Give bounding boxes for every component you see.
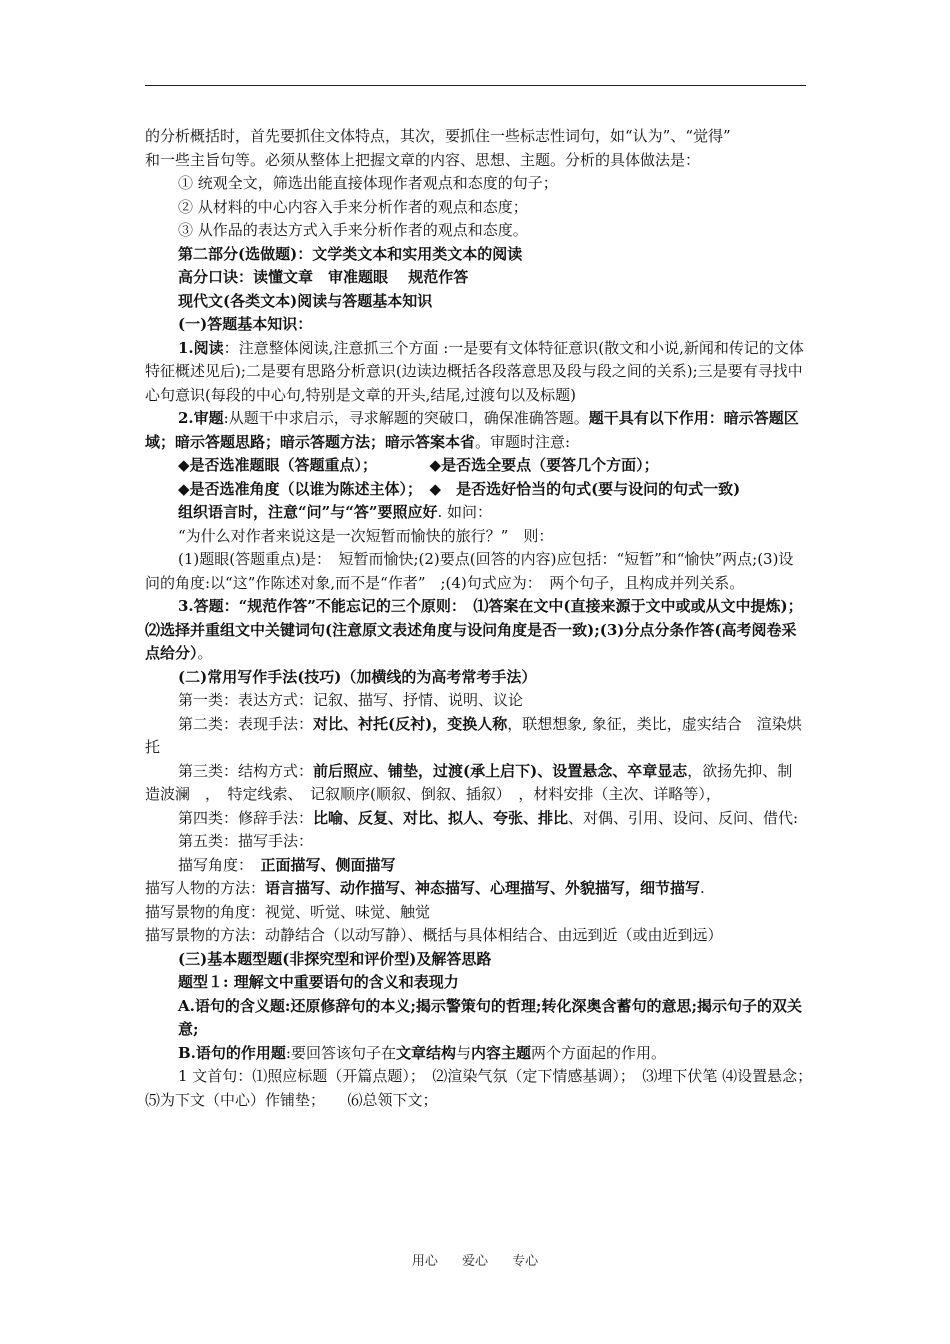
list-item: ③ 从作品的表达方式入手来分析作者的观点和态度。 (178, 221, 528, 239)
list-item: ① 统观全文，筛选出能直接体现作者观点和态度的句子； (178, 174, 558, 192)
paragraph-reading: 1.阅读：注意整体阅读,注意抓三个方面 :一是要有文体特征意识(散文和小说,新闻和传记的文体特征概述见后);二是要有思路分析意识(边读边概括各段落意思及段与段之间的关系);三是要有寻找中心句意识(每段的中心句,特别是文章的开头,结尾,过渡句以及标题) (145, 338, 804, 404)
question-line: “为什么对作者来说这是一次短暂而愉快的旅行？” 则： (178, 526, 554, 545)
category-line: 描写角度： 正面描写、侧面描写 (178, 855, 396, 874)
page-footer (0, 1250, 950, 1269)
category-line: 描写人物的方法：语言描写、动作描写、神态描写、心理描写、外貌描写，细节描写. (145, 879, 705, 897)
category-line: 描写景物的角度：视觉、听觉、味觉、触觉 (145, 902, 431, 921)
section-heading: 现代文(各类文本)阅读与答题基本知识 (178, 291, 433, 310)
section-heading: 高分口诀：读懂文章 审准题眼 规范作答 (178, 268, 469, 286)
bullet-line: ◆是否选准题眼（答题重点）； ◆是否选全要点（要答几个方面）； (178, 456, 659, 474)
section-heading: (二)常用写作手法(技巧)（加横线的为高考常考手法） (178, 667, 537, 686)
question-type-b: B.语句的作用题:要回答该句子在文章结构与内容主题两个方面起的作用。 (178, 1043, 667, 1062)
footer-text: 用心 (411, 1254, 438, 1269)
text-line: 的分析概括时，首先要抓住文体特点，其次，要抓住一些标志性词句，如“认为”、“觉得” (145, 127, 731, 145)
question-type-a: A.语句的含义题:还原修辞句的本义;揭示警策句的哲理;转化深奥含蓄句的意思;揭示句子的双关意; (178, 996, 803, 1038)
bullet-line: 组织语言时，注意“问”与“答”要照应好. 如问： (178, 503, 493, 521)
paragraph-answering: 3.答题：“规范作答”不能忘记的三个原则： ⑴答案在文中(直接来源于文中或或从文中提炼)； ⑵选择并重组文中关键词句(注意原文表述角度与设问角度是否一致);(3)分点分条作答(高考阅卷采点给分）。 (145, 597, 811, 662)
category-line: 第一类：表达方式：记叙、描写、抒情、说明、议论 (178, 691, 524, 709)
header-rule (145, 85, 806, 86)
footer-text: 爱心 (461, 1254, 488, 1269)
section-heading: 第二部分(选做题)：文学类文本和实用类文本的阅读 (178, 244, 523, 263)
answer-paragraph: (1)题眼(答题重点)是： 短暂而愉快;(2)要点(回答的内容)应包括：“短暂”和“愉快”两点;(3)设问的角度:以“这”作陈述对象,而不是“作者” ;(4)句式应为： 两个句子，且构成并列关系。 (145, 550, 794, 592)
text-line: 和一些主旨句等。必须从整体上把握文章的内容、思想、主题。分析的具体做法是： (145, 150, 701, 169)
section-heading: 题型１: 理解文中重要语句的含义和表现力 (178, 973, 459, 991)
section-heading: (三)基本题型题(非探究型和评价型)及解答思路 (178, 949, 492, 968)
category-line: 第四类：修辞手法：比喻、反复、对比、拟人、夸张、排比、对偶、引用、设问、反问、借代: (178, 808, 799, 827)
paragraph-review: 2.审题:从题干中求启示，寻求解题的突破口，确保准确答题。题干具有以下作用：暗示答题区域；暗示答题思路；暗示答题方法；暗示答案本省。审题时注意: (145, 409, 799, 451)
list-item: ② 从材料的中心内容入手来分析作者的观点和态度； (178, 197, 528, 216)
category-line: 第二类：表现手法：对比、衬托(反衬)，变换人称，联想想象, 象征，类比，虚实结合 渲染烘托 (145, 714, 802, 756)
document-body (145, 125, 835, 1112)
section-heading: (一)答题基本知识： (178, 315, 313, 333)
bullet-line: ◆是否选准角度（以谁为陈述主体）； ◆ 是否选好恰当的句式(要与设问的句式一致) (178, 479, 741, 498)
category-line: 第三类：结构方式：前后照应、铺垫，过渡(承上启下)、设置悬念、卒章显志，欲扬先抑、制造波澜 ， 特定线索、 记叙顺序(顺叙、倒叙、插叙） ，材料安排（主次、详略等）， (145, 761, 793, 803)
first-sentence-line: 1 文首句：⑴照应标题（开篇点题）； ⑵渲染气氛（定下情感基调）； ⑶埋下伏笔 ⑷设置悬念； ⑸为下文（中心）作铺垫； ⑹总领下文； (145, 1067, 835, 1109)
category-line: 第五类：描写手法： (178, 832, 314, 850)
category-line: 描写景物的方法：动静结合（以动写静）、概括与具体相结合、由远到近（或由近到远） (145, 926, 723, 944)
footer-text: 专心 (512, 1254, 539, 1269)
